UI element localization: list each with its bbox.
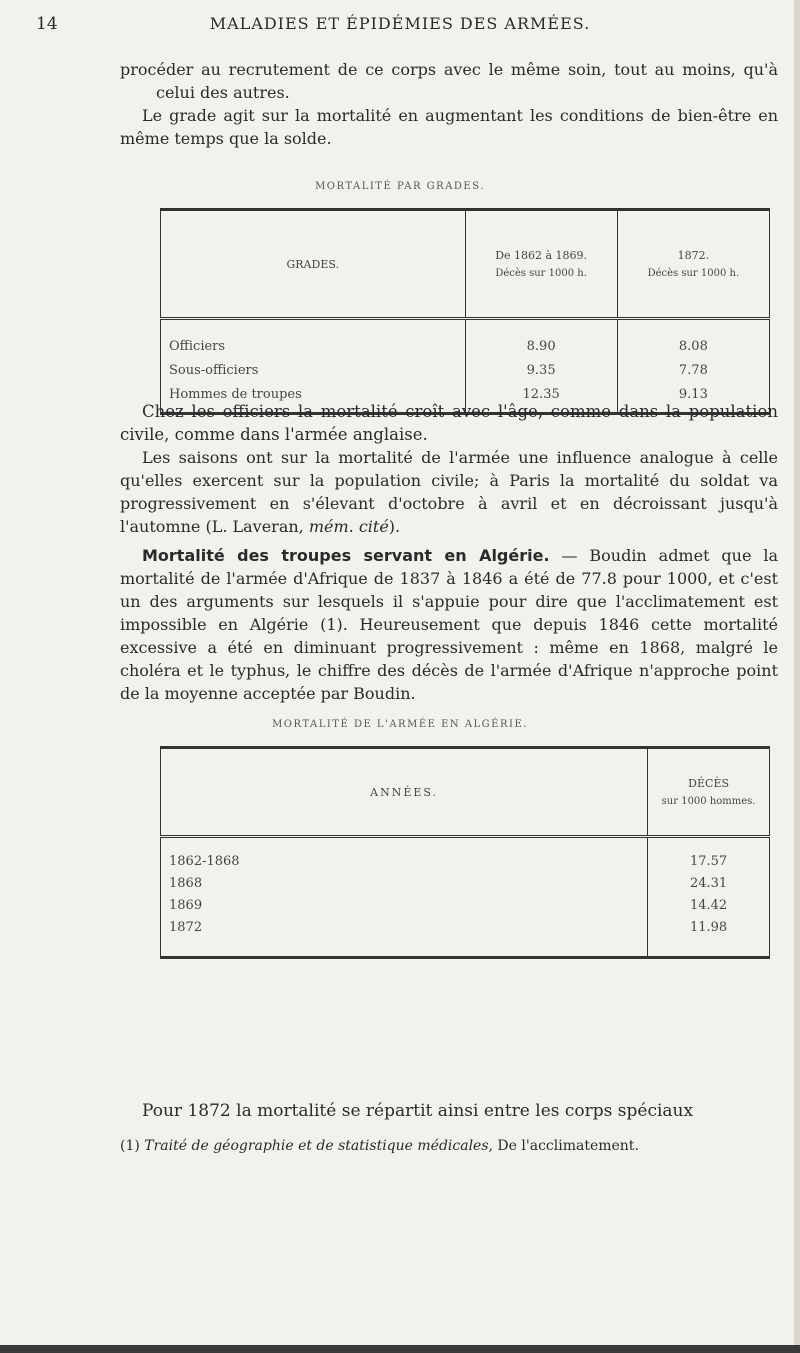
- table1-col-grade: GRADES.: [161, 210, 466, 319]
- table-row: [161, 872, 770, 894]
- table1-col-a-sub: Décès sur 1000 h.: [495, 268, 587, 279]
- table1-col-b-sub: Décès sur 1000 h.: [647, 268, 740, 279]
- row-value: 14.42: [648, 894, 770, 916]
- row-label: Sous-officiers: [161, 358, 466, 382]
- paragraph-age: Chez les officiers la mortalité croît avec l'âge, comme dans la population civile, comme dans l'armée anglaise.: [120, 402, 778, 444]
- row-value-b: 8.08: [617, 319, 769, 359]
- table1-col-b-title: 1872.: [677, 249, 710, 262]
- table-row: [161, 319, 770, 359]
- paragraph-seasons-end: ).: [388, 517, 401, 536]
- row-value-b: 9.13: [617, 382, 769, 414]
- row-year: 1868: [161, 872, 648, 894]
- table1-col-b: [617, 210, 769, 319]
- table1-caption: MORTALITÉ PAR GRADES.: [315, 181, 485, 192]
- table-row: [161, 837, 770, 873]
- row-label: Officiers: [161, 319, 466, 359]
- table1-col-a: [465, 210, 617, 319]
- paragraph-seasons: [120, 446, 778, 538]
- footnote: [120, 1138, 780, 1154]
- table2-col-deaths-sub: sur 1000 hommes.: [661, 796, 756, 807]
- row-value-a: 12.35: [465, 382, 617, 414]
- row-value-b: 7.78: [617, 358, 769, 382]
- table-row: [161, 894, 770, 916]
- intro-paragraph-1: procéder au recrutement de ce corps avec le même soin, tout au moins, qu'à celui des autres.: [120, 60, 778, 102]
- intro-paragraph-2: Le grade agit sur la mortalité en augmentant les conditions de bien-être en même temps que la solde.: [120, 106, 778, 148]
- table2-col-deaths-title: DÉCÈS: [688, 777, 730, 790]
- mortality-by-rank-table: [160, 208, 770, 415]
- table-row: [161, 916, 770, 958]
- paragraph-seasons-citation: mém. cité: [308, 517, 389, 536]
- row-value: 11.98: [648, 916, 770, 958]
- footnote-title: Traité de géographie et de statistique médicales: [144, 1138, 489, 1154]
- algeria-mortality-table: [160, 746, 770, 959]
- table1-header-row: [161, 210, 770, 319]
- row-year: 1869: [161, 894, 648, 916]
- running-title: MALADIES ET ÉPIDÉMIES DES ARMÉES.: [209, 14, 591, 33]
- paragraph-seasons-text: Les saisons ont sur la mortalité de l'armée une influence analogue à celle qu'elles exercent sur la population civile; à Paris la mortalité du soldat va progressivement en s'élevant d'octobre à avril et en décroissant jusqu'à l'automne (L. Laveran,: [120, 448, 778, 536]
- closing-line: Pour 1872 la mortalité se répartit ainsi entre les corps spéciaux: [142, 1101, 694, 1121]
- section-heading: Mortalité des troupes servant en Algérie.: [142, 546, 550, 565]
- row-value-a: 8.90: [465, 319, 617, 359]
- footnote-marker: (1): [120, 1138, 145, 1154]
- table-row: [161, 358, 770, 382]
- table2-col-years: ANNÉES.: [161, 748, 648, 837]
- table1-col-a-title: De 1862 à 1869.: [495, 249, 588, 262]
- table2-col-deaths: [648, 748, 770, 837]
- running-header: [36, 14, 764, 36]
- page-number: 14: [36, 14, 58, 34]
- row-value: 17.57: [648, 837, 770, 873]
- table2-caption: MORTALITÉ DE L'ARMÉE EN ALGÉRIE.: [272, 719, 528, 730]
- section-text: — Boudin admet que la mortalité de l'armée d'Afrique de 1837 à 1846 a été de 77.8 pour 1000, et c'est un des arguments sur lesquels il s'appuie pour dire que l'acclimatement est impossible en Algérie (1). Heureusement que depuis 1846 cette mortalité excessive a été en diminuant progressivement : même en 1868, malgré le choléra et le typhus, le chiffre des décès de l'armée d'Afrique n'approche point de la moyenne acceptée par Boudin.: [120, 546, 778, 703]
- row-label: Hommes de troupes: [161, 382, 466, 414]
- row-value-a: 9.35: [465, 358, 617, 382]
- algeria-section: [120, 544, 778, 705]
- page-bottom-band: [0, 1345, 800, 1353]
- table2-header-row: [161, 748, 770, 837]
- footnote-rest: , De l'acclimatement.: [488, 1138, 639, 1154]
- page-edge: [794, 0, 800, 1353]
- row-value: 24.31: [648, 872, 770, 894]
- row-year: 1862-1868: [161, 837, 648, 873]
- row-year: 1872: [161, 916, 648, 958]
